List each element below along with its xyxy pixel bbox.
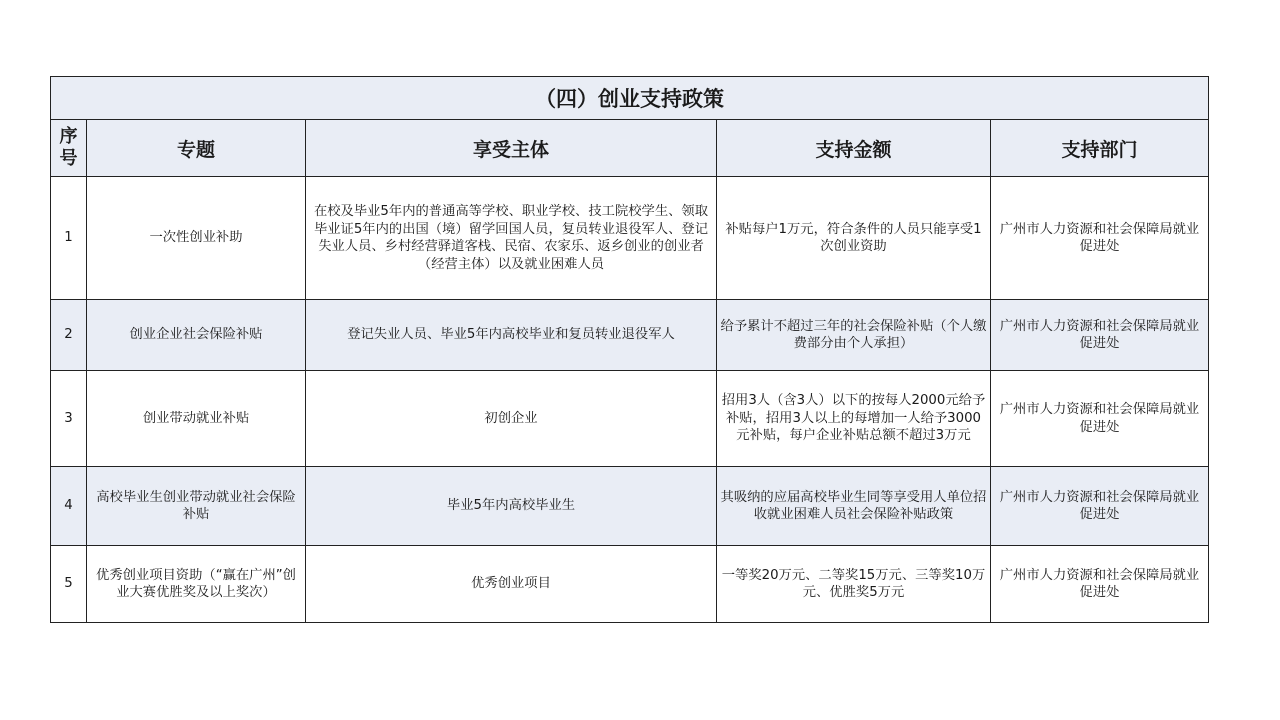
- row-no: 5: [51, 546, 87, 623]
- header-subject: 享受主体: [306, 120, 717, 177]
- row-dept: 广州市人力资源和社会保障局就业促进处: [991, 467, 1209, 546]
- row-no: 1: [51, 177, 87, 300]
- row-dept: 广州市人力资源和社会保障局就业促进处: [991, 300, 1209, 371]
- row-amount: 招用3人（含3人）以下的按每人2000元给予补贴，招用3人以上的每增加一人给予3000元补贴，每户企业补贴总额不超过3万元: [717, 371, 991, 467]
- row-topic: 创业带动就业补贴: [87, 371, 306, 467]
- table-title: （四）创业支持政策: [51, 77, 1209, 120]
- row-subject: 优秀创业项目: [306, 546, 717, 623]
- table-row: [51, 300, 1209, 371]
- row-dept: 广州市人力资源和社会保障局就业促进处: [991, 177, 1209, 300]
- row-subject: 初创企业: [306, 371, 717, 467]
- row-no: 2: [51, 300, 87, 371]
- row-dept: 广州市人力资源和社会保障局就业促进处: [991, 546, 1209, 623]
- table-row: [51, 371, 1209, 467]
- row-subject: 登记失业人员、毕业5年内高校毕业和复员转业退役军人: [306, 300, 717, 371]
- header-topic: 专题: [87, 120, 306, 177]
- row-amount: 一等奖20万元、二等奖15万元、三等奖10万元、优胜奖5万元: [717, 546, 991, 623]
- table-row: [51, 546, 1209, 623]
- row-dept: 广州市人力资源和社会保障局就业促进处: [991, 371, 1209, 467]
- row-topic: 高校毕业生创业带动就业社会保险补贴: [87, 467, 306, 546]
- table-row: [51, 467, 1209, 546]
- row-no: 3: [51, 371, 87, 467]
- row-no: 4: [51, 467, 87, 546]
- row-topic: 创业企业社会保险补贴: [87, 300, 306, 371]
- row-amount: 给予累计不超过三年的社会保险补贴（个人缴费部分由个人承担）: [717, 300, 991, 371]
- row-amount: 其吸纳的应届高校毕业生同等享受用人单位招收就业困难人员社会保险补贴政策: [717, 467, 991, 546]
- row-subject: 毕业5年内高校毕业生: [306, 467, 717, 546]
- header-row: [51, 120, 1209, 177]
- row-subject: 在校及毕业5年内的普通高等学校、职业学校、技工院校学生、领取毕业证5年内的出国（境）留学回国人员，复员转业退役军人、登记失业人员、乡村经营驿道客栈、民宿、农家乐、返乡创业的创业者（经营主体）以及就业困难人员: [306, 177, 717, 300]
- policy-table: [50, 76, 1209, 623]
- header-dept: 支持部门: [991, 120, 1209, 177]
- row-topic: 一次性创业补助: [87, 177, 306, 300]
- header-no: 序号: [51, 120, 87, 177]
- header-amount: 支持金额: [717, 120, 991, 177]
- row-topic: 优秀创业项目资助（“赢在广州”创业大赛优胜奖及以上奖次）: [87, 546, 306, 623]
- table-row: [51, 177, 1209, 300]
- row-amount: 补贴每户1万元，符合条件的人员只能享受1次创业资助: [717, 177, 991, 300]
